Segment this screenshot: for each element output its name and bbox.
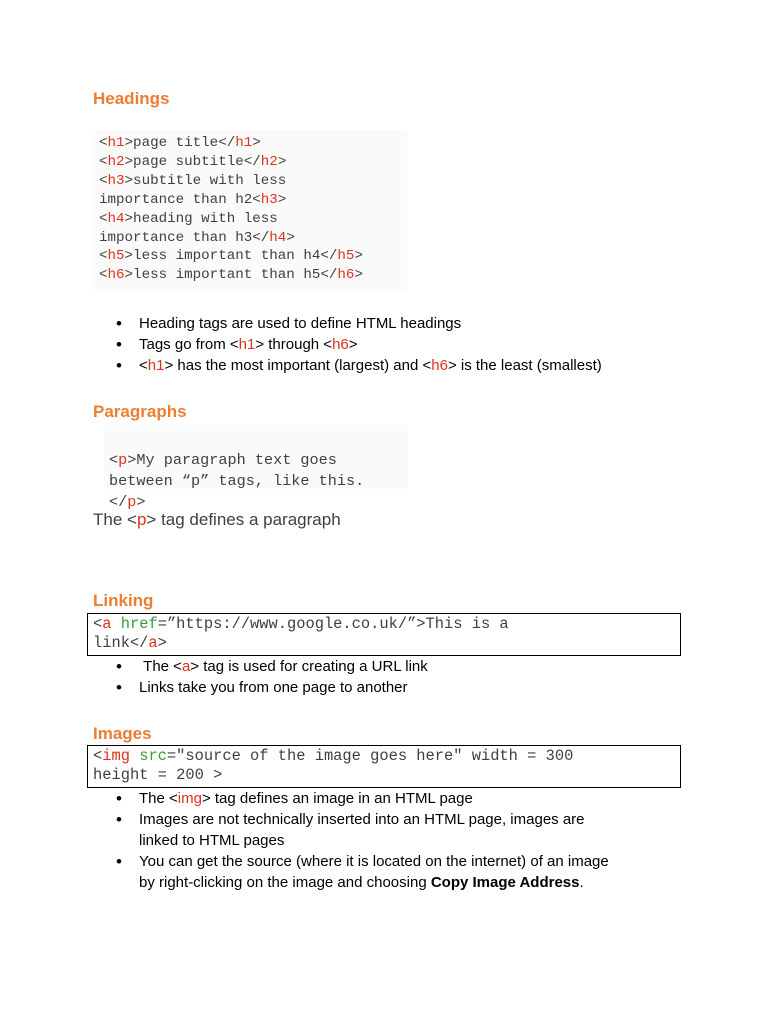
- code-line: <a href=”https://www.google.co.uk/”>This is a: [93, 615, 509, 633]
- section-heading-linking: Linking: [93, 591, 154, 610]
- list-item: [112, 851, 609, 893]
- bullet-text: The <: [143, 658, 182, 675]
- bullet-text: by right-clicking on the image and choosing: [139, 874, 431, 891]
- code-line: </p>: [109, 493, 146, 511]
- code-line: <h6>less important than h5</h6>: [99, 267, 363, 284]
- linking-bullet-list: [112, 656, 428, 698]
- bullet-text: > has the most important (largest) and <: [164, 357, 432, 374]
- bold-text: Copy Image Address: [430, 874, 580, 891]
- bullet-text: Heading tags are used to define HTML headings: [139, 315, 462, 332]
- tag-name: h6: [431, 357, 448, 374]
- code-line: <p>My paragraph text goes: [109, 451, 337, 469]
- headings-bullet-list: [112, 313, 602, 376]
- bullet-text: > through <: [255, 336, 333, 353]
- bullet-text: linked to HTML pages: [139, 832, 285, 849]
- code-line: <h3>subtitle with less: [99, 172, 287, 189]
- list-item: [112, 656, 428, 677]
- code-line: importance than h3</h4>: [99, 229, 295, 246]
- bullet-text: >: [348, 336, 358, 353]
- section-heading-paragraphs: Paragraphs: [93, 402, 187, 421]
- list-item: [112, 313, 602, 334]
- bullet-text: You can get the source (where it is located on the internet) of an image: [139, 853, 609, 870]
- list-item: [112, 334, 602, 355]
- code-line: <h4>heading with less: [99, 210, 278, 227]
- image-code: [93, 747, 573, 785]
- image-code-box: [87, 745, 681, 788]
- bullet-text: Images are not technically inserted into an HTML page, images are: [139, 811, 585, 828]
- code-line: height = 200 >: [93, 766, 223, 784]
- paragraph-code-block: [109, 429, 364, 513]
- bullet-text: .: [579, 874, 584, 891]
- code-line: <h5>less important than h4</h5>: [99, 248, 363, 265]
- headings-code-block: [99, 134, 363, 285]
- bullet-text: > tag defines an image in an HTML page: [201, 790, 473, 807]
- code-line: <img src="source of the image goes here" width = 300: [93, 747, 574, 765]
- bullet-text: <: [139, 357, 148, 374]
- code-line: <h1>page title</h1>: [99, 135, 261, 151]
- bullet-text: The <: [139, 790, 178, 807]
- code-line: importance than h2<h3>: [99, 191, 287, 208]
- link-code: [93, 615, 509, 653]
- code-line: <h2>page subtitle</h2>: [99, 153, 287, 170]
- images-bullet-list: [112, 788, 609, 893]
- section-heading-headings: Headings: [93, 89, 170, 108]
- list-item: [112, 788, 609, 809]
- list-item: [112, 809, 609, 851]
- tag-name: a: [181, 658, 191, 675]
- tag-name: h6: [332, 336, 349, 353]
- tag-name: h1: [238, 336, 256, 353]
- section-heading-images: Images: [93, 724, 152, 743]
- list-item: [112, 355, 602, 376]
- bullet-text: > tag is used for creating a URL link: [190, 658, 428, 675]
- code-line: between “p” tags, like this.: [109, 472, 365, 490]
- code-line: link</a>: [93, 634, 167, 652]
- bullet-text: > is the least (smallest): [447, 357, 602, 374]
- bullet-text: Tags go from <: [139, 336, 239, 353]
- tag-name: img: [177, 790, 202, 807]
- bullet-text: Links take you from one page to another: [139, 679, 408, 696]
- link-code-box: [87, 613, 681, 656]
- paragraph-description: The <p> tag defines a paragraph: [93, 510, 341, 529]
- tag-name: h1: [147, 357, 165, 374]
- list-item: [112, 677, 428, 698]
